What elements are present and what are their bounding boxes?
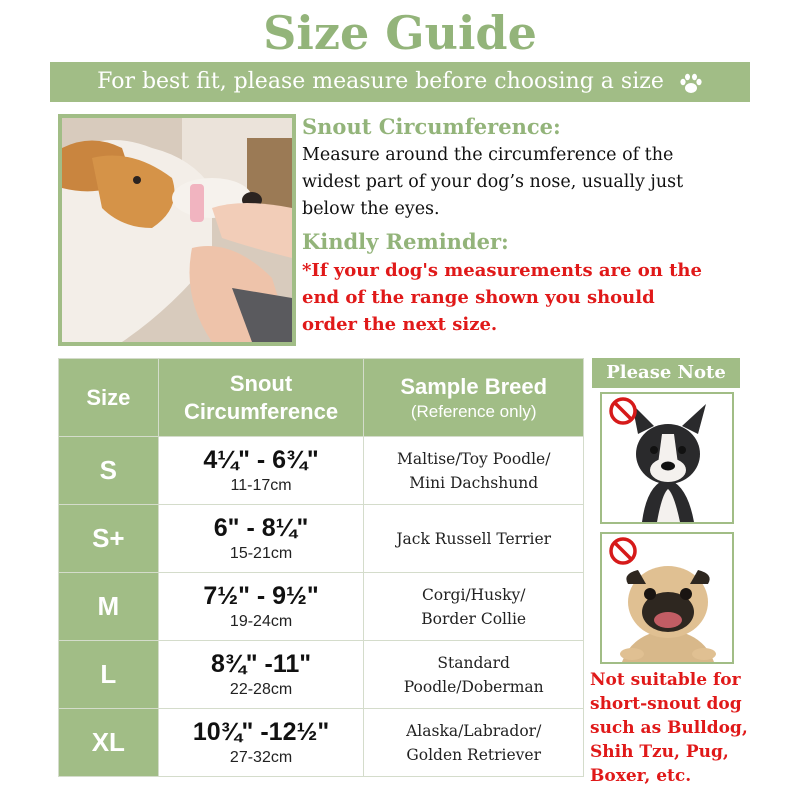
warning-line: such as Bulldog, <box>590 718 748 738</box>
short-snout-warning <box>590 668 790 788</box>
breed-line: Border Collie <box>421 609 527 628</box>
warning-line: short-snout dog <box>590 694 742 714</box>
info-panel <box>302 112 772 338</box>
cm-value: 19-24cm <box>229 612 293 630</box>
breed-line: Golden Retriever <box>406 745 542 764</box>
snout-cell <box>158 573 364 641</box>
reminder-line: *If your dog's measurements are on the <box>302 260 702 281</box>
size-cell: M <box>59 573 159 641</box>
snout-line: widest part of your dog’s nose, usually just <box>302 172 684 192</box>
table-row <box>59 641 584 709</box>
banner <box>50 62 750 102</box>
header-size: Size <box>59 359 159 437</box>
breed-cell <box>364 641 584 709</box>
breed-cell <box>364 709 584 777</box>
table-row <box>59 573 584 641</box>
inch-value: 4¼" - 6¾" <box>203 445 319 474</box>
header-breed <box>364 359 584 437</box>
please-note-heading: Please Note <box>592 358 740 388</box>
header-breed-label: Sample Breed <box>400 373 548 399</box>
snout-cell <box>158 437 364 505</box>
page-title: Size Guide <box>263 6 537 60</box>
reminder-heading: Kindly Reminder: <box>302 229 509 254</box>
cm-value: 27-32cm <box>229 748 293 766</box>
cm-value: 22-28cm <box>229 680 293 698</box>
table-row <box>59 709 584 777</box>
warning-line: Not suitable for <box>590 670 741 690</box>
inch-value: 10¾" -12½" <box>192 717 330 746</box>
table-header-row <box>59 359 584 437</box>
size-cell: L <box>59 641 159 709</box>
inch-value: 8¾" -11" <box>210 649 312 678</box>
inch-value: 6" - 8¼" <box>213 513 309 542</box>
warning-line: Boxer, etc. <box>590 766 692 786</box>
snout-line: Measure around the circumference of the <box>302 145 674 165</box>
header-breed-sub: (Reference only) <box>410 401 537 421</box>
breed-line: Mini Dachshund <box>409 473 539 492</box>
header-snout <box>158 359 364 437</box>
breed-line: Standard <box>437 653 510 672</box>
reminder-line: end of the range shown you should <box>302 287 655 308</box>
breed-line: Corgi/Husky/ <box>421 585 526 604</box>
cm-value: 15-21cm <box>229 544 293 562</box>
header-snout-line2: Circumference <box>184 398 339 424</box>
breed-line: Jack Russell Terrier <box>396 529 552 548</box>
snout-cell <box>158 709 364 777</box>
breed-cell <box>364 437 584 505</box>
no-sign-icon <box>608 536 638 566</box>
size-table <box>58 358 584 777</box>
breed-cell <box>364 573 584 641</box>
table-row <box>59 437 584 505</box>
inch-value: 7½" - 9½" <box>203 581 319 610</box>
snout-heading: Snout Circumference: <box>302 114 561 139</box>
reminder-line: order the next size. <box>302 314 498 335</box>
size-cell: S+ <box>59 505 159 573</box>
snout-cell <box>158 505 364 573</box>
size-cell: S <box>59 437 159 505</box>
no-sign-icon <box>608 396 638 426</box>
warning-line: Shih Tzu, Pug, <box>590 742 729 762</box>
breed-line: Maltise/Toy Poodle/ <box>396 449 551 468</box>
header-snout-line1: Snout <box>229 370 293 396</box>
breed-line: Poodle/Doberman <box>403 677 544 696</box>
table-row <box>59 505 584 573</box>
measuring-photo <box>58 114 296 346</box>
cm-value: 11-17cm <box>230 476 292 494</box>
breed-line: Alaska/Labrador/ <box>406 721 542 740</box>
breed-cell <box>364 505 584 573</box>
snout-cell <box>158 641 364 709</box>
banner-text: For best fit, please measure before choosing a size <box>97 69 664 94</box>
snout-line: below the eyes. <box>302 199 440 219</box>
size-cell: XL <box>59 709 159 777</box>
paw-icon <box>679 69 703 91</box>
